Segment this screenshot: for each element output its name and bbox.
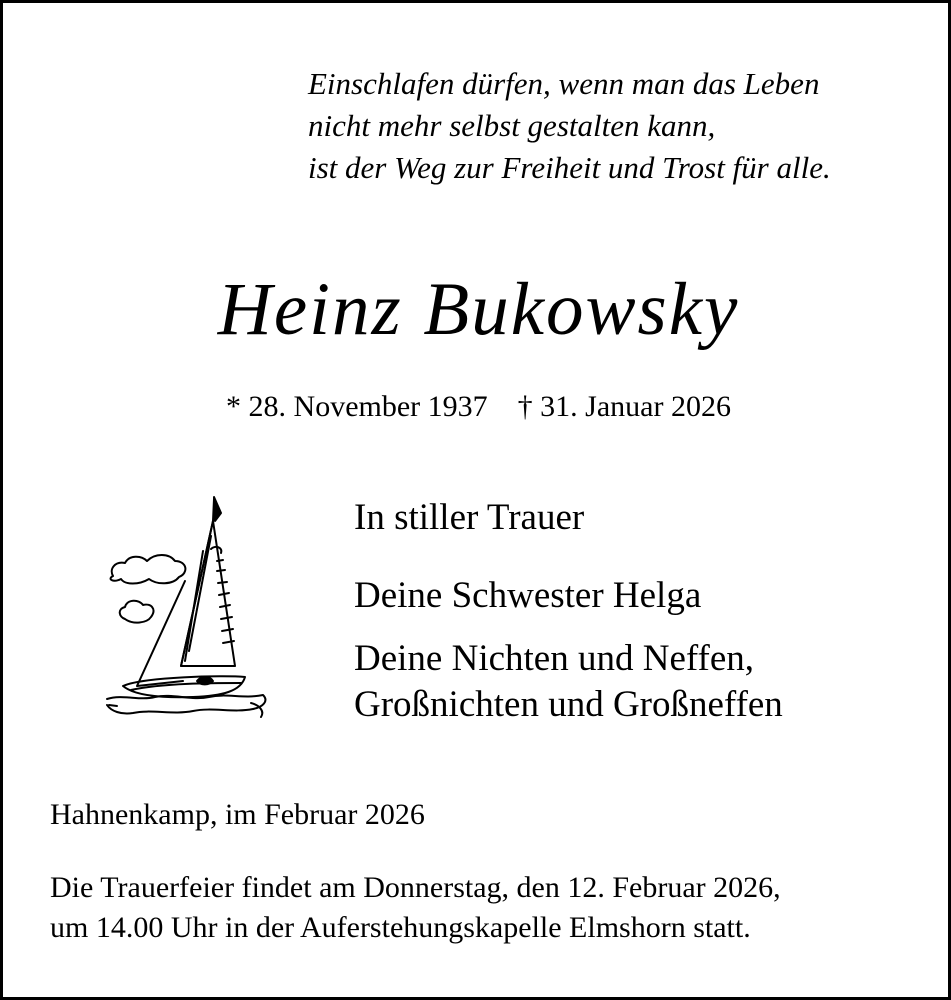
- sailboat-icon: [103, 491, 273, 726]
- mourner-nieces-line-1: Deine Nichten und Neffen,: [354, 638, 755, 679]
- mourning-intro: In stiller Trauer: [354, 497, 585, 538]
- verse-line-3: ist der Weg zur Freiheit und Trost für alle.: [308, 150, 831, 185]
- service-line-2: um 14.00 Uhr in der Auferstehungskapelle Elmshorn statt.: [50, 911, 751, 944]
- mourner-sister: Deine Schwester Helga: [354, 575, 702, 616]
- verse-line-1: Einschlafen dürfen, wenn man das Leben: [308, 66, 820, 101]
- life-dates: * 28. November 1937 † 31. Januar 2026: [226, 390, 731, 423]
- place-and-date: Hahnenkamp, im Februar 2026: [50, 798, 425, 831]
- deceased-name: Heinz Bukowsky: [217, 268, 740, 351]
- mourner-nieces-line-2: Großnichten und Großneffen: [354, 684, 783, 725]
- service-line-1: Die Trauerfeier findet am Donnerstag, den 12. Februar 2026,: [50, 871, 781, 904]
- service-notice: [50, 868, 781, 948]
- verse: [308, 63, 831, 189]
- verse-line-2: nicht mehr selbst gestalten kann,: [308, 108, 716, 143]
